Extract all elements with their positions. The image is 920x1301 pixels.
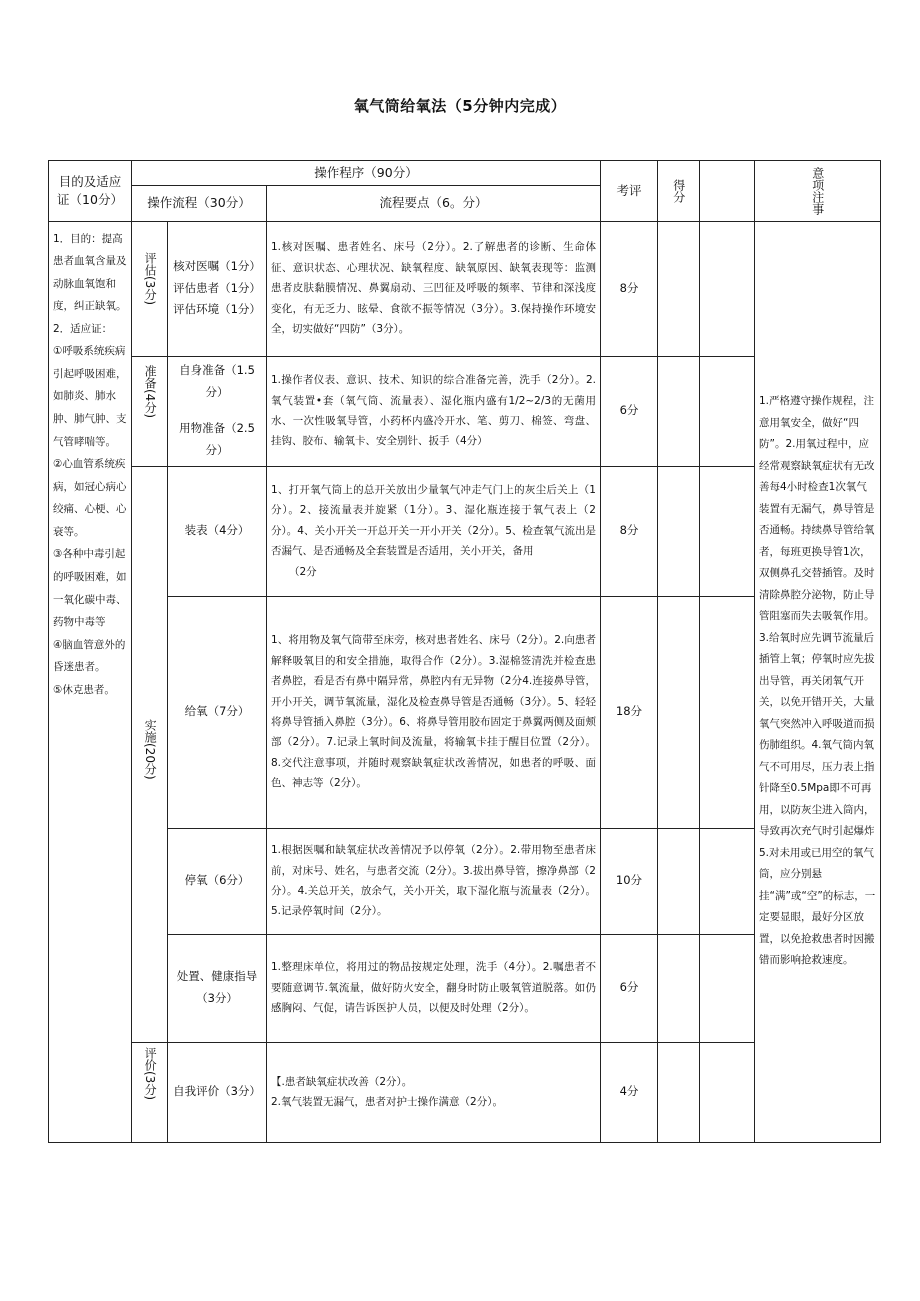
earned-cell bbox=[658, 828, 700, 934]
blank-cell bbox=[700, 828, 755, 934]
category-assess bbox=[132, 221, 168, 356]
category-prepare-label: 准备(4分) bbox=[143, 364, 158, 418]
score-header bbox=[658, 161, 700, 222]
notes-cell: 1.严格遵守操作规程，注意用氧安全，做好“四防”。2.用氧过程中，应经常观察缺氧症状有无改善每4小时检查1次氧气装置有无漏气，鼻导管是否通畅。持续鼻导管给氧者，每班更换导管1次，双侧鼻孔交替插管。及时清除鼻腔分泌物，防止导管阻塞而失去吸氧作用。3.给氧时应先调节流量后插管上氧；停氧时应先拔出导管，再关闭氧气开关，以免开错开关，大量氧气突然冲入呼吸道而损伤肺组织。4.氧气筒内氧气不可用尽，压力表上指针降至0.5Mpa即不可再用，以防灰尘进入筒内，导致再次充气时引起爆炸5.对未用或已用空的氧气筒，应分别悬挂“满”或“空”的标志，一定要显眼，最好分区放置，以免抢救患者时因搬错而影响抢救速度。 bbox=[755, 221, 881, 1142]
points-cell: 1.整理床单位，将用过的物品按规定处理，洗手（4分）。2.嘱患者不要随意调节.氧流量，做好防火安全，翻身时防止吸氧管道脱落。如仍感胸闷、气促，请告诉医护人员，以便及时处理（2分）。 bbox=[267, 934, 601, 1042]
earned-cell bbox=[658, 596, 700, 828]
points-line: 2.氧气装置无漏气，患者对护士操作满意（2分）。 bbox=[271, 1096, 503, 1108]
points-cell bbox=[267, 1042, 601, 1142]
points-cell: 1.根据医嘱和缺氧症状改善情况予以停氧（2分）。2.带用物至患者床前，对床号、姓名，与患者交流（2分）。3.拔出鼻导管，擦净鼻部（2分）。4.关总开关，放余气，关小开关，取下湿化瓶与流量表（2分）。5.记录停氧时间（2分）。 bbox=[267, 828, 601, 934]
points-cell: 1、将用物及氧气筒带至床旁，核对患者姓名、床号（2分）。2.向患者解释吸氧目的和安全措施，取得合作（2分）。3.湿棉签清洗并检查患者鼻腔，看是否有鼻中隔异常，鼻腔内有无异物（2分4.连接鼻导管，开小开关，调节氧流量，湿化及检查鼻导管是否通畅（3分）。5、轻轻将鼻导管插入鼻腔（3分）。6、将鼻导管用胶布固定于鼻翼两侧及面颊部（2分）。7.记录上氧时间及流量，将输氧卡挂于醒目位置（2分）。8.交代注意事项，并随时观察缺氧症状改善情况，如患者的呼吸、面色、神志等（2分）。 bbox=[267, 596, 601, 828]
blank-cell bbox=[700, 596, 755, 828]
procedure-table bbox=[48, 160, 881, 1143]
score-cell: 8分 bbox=[601, 221, 658, 356]
blank-cell bbox=[700, 934, 755, 1042]
page-title: 氧气筒给氧法（5分钟内完成） bbox=[353, 97, 567, 115]
step-cell: 自我评价（3分） bbox=[168, 1042, 267, 1142]
category-implement-label: 实施(20分) bbox=[143, 718, 158, 780]
blank-cell bbox=[700, 221, 755, 356]
step-self-prep: 自身准备（1.5分） bbox=[179, 363, 255, 400]
purpose-header: 目的及适应证（10分） bbox=[49, 161, 132, 222]
step-cell: 给氧（7分） bbox=[168, 596, 267, 828]
purpose-line: ①呼吸系统疾病引起呼吸困难，如肺炎、肺水肿、肺气肿、支气管哮喘等。 bbox=[53, 345, 127, 448]
flow-header: 操作流程（30分） bbox=[132, 185, 267, 221]
points-cell: 1.核对医嘱、患者姓名、床号（2分）。2.了解患者的诊断、生命体征、意识状态、心理状况、缺氧程度、缺氧原因、缺氧表现等：监测患者皮肤黏膜情况、鼻翼扇动、三凹征及呼吸的频率、节律和深浅度变化，有无乏力、眩晕、食欲不振等情况（3分）。3.保持操作环境安全，切实做好“四防”（3分）。 bbox=[267, 221, 601, 356]
blank-cell bbox=[700, 466, 755, 596]
earned-cell bbox=[658, 1042, 700, 1142]
notes-header-text: 意项注事 bbox=[810, 166, 825, 215]
step-cell: 装表（4分） bbox=[168, 466, 267, 596]
review-header: 考评 bbox=[601, 161, 658, 222]
points-text: 1、打开氧气筒上的总开关放出少量氧气冲走气门上的灰尘后关上（1分）。2、接流量表并旋紧（1分）。3、湿化瓶连接于氧气表上（2分）。4、关小开关一开总开关一开小开关（2分）。5、检查氧气流出是否漏气、是否通畅及全套装置是否适用，关小开关，备用 bbox=[271, 483, 596, 558]
category-assess-label: 评估(3分) bbox=[143, 251, 158, 305]
procedure-header: 操作程序（90分） bbox=[132, 161, 601, 186]
notes-header bbox=[755, 161, 881, 222]
blank-cell bbox=[700, 356, 755, 466]
points-tail: （2分 bbox=[289, 565, 317, 578]
earned-cell bbox=[658, 466, 700, 596]
purpose-cell bbox=[49, 221, 132, 1142]
purpose-line: ⑤休克患者。 bbox=[53, 683, 115, 696]
points-cell: 1.操作者仪表、意识、技术、知识的综合准备完善，洗手（2分）。2.氧气装置•套（氧气筒、流量表）、湿化瓶内盛有1/2~2/3的无菌用水、一次性吸氧导管，小药杯内盛冷开水、笔、剪刀、棉签、弯盘、挂钩、胶布、输氧卡、安全别针、扳手（4分） bbox=[267, 356, 601, 466]
purpose-line: ②心血管系统疾病，如冠心病心绞痛、心梗、心衰等。 bbox=[53, 458, 127, 538]
score-cell: 4分 bbox=[601, 1042, 658, 1142]
step-items-prep: 用物准备（2.5分） bbox=[179, 421, 255, 457]
purpose-line: ④脑血管意外的昏迷患者。 bbox=[53, 638, 126, 674]
score-header-text: 得分 bbox=[671, 178, 686, 203]
category-evaluate-label: 评价(3分) bbox=[143, 1046, 158, 1100]
earned-cell bbox=[658, 356, 700, 466]
score-cell: 10分 bbox=[601, 828, 658, 934]
category-implement bbox=[132, 466, 168, 1042]
category-evaluate bbox=[132, 1042, 168, 1142]
step-cell: 停氧（6分） bbox=[168, 828, 267, 934]
score-cell: 6分 bbox=[601, 934, 658, 1042]
points-line: 【.患者缺氧症状改善（2分）。 bbox=[271, 1075, 413, 1088]
step-cell: 处置、健康指导（3分） bbox=[168, 934, 267, 1042]
earned-cell bbox=[658, 934, 700, 1042]
purpose-line: 2．适应证： bbox=[53, 322, 113, 335]
step-cell bbox=[168, 356, 267, 466]
score-cell: 8分 bbox=[601, 466, 658, 596]
step-cell: 核对医嘱（1分）评估患者（1分）评估环境（1分） bbox=[168, 221, 267, 356]
key-points-header: 流程要点（6。分） bbox=[267, 185, 601, 221]
purpose-line: ③各种中毒引起的呼吸困难，如一氧化碳中毒、药物中毒等 bbox=[53, 548, 127, 629]
blank-cell bbox=[700, 1042, 755, 1142]
points-cell bbox=[267, 466, 601, 596]
score-cell: 18分 bbox=[601, 596, 658, 828]
score-cell: 6分 bbox=[601, 356, 658, 466]
category-prepare bbox=[132, 356, 168, 466]
purpose-line: 1．目的：提高患者血氧含量及动脉血氧饱和度，纠正缺氧。 bbox=[53, 232, 127, 313]
earned-cell bbox=[658, 221, 700, 356]
